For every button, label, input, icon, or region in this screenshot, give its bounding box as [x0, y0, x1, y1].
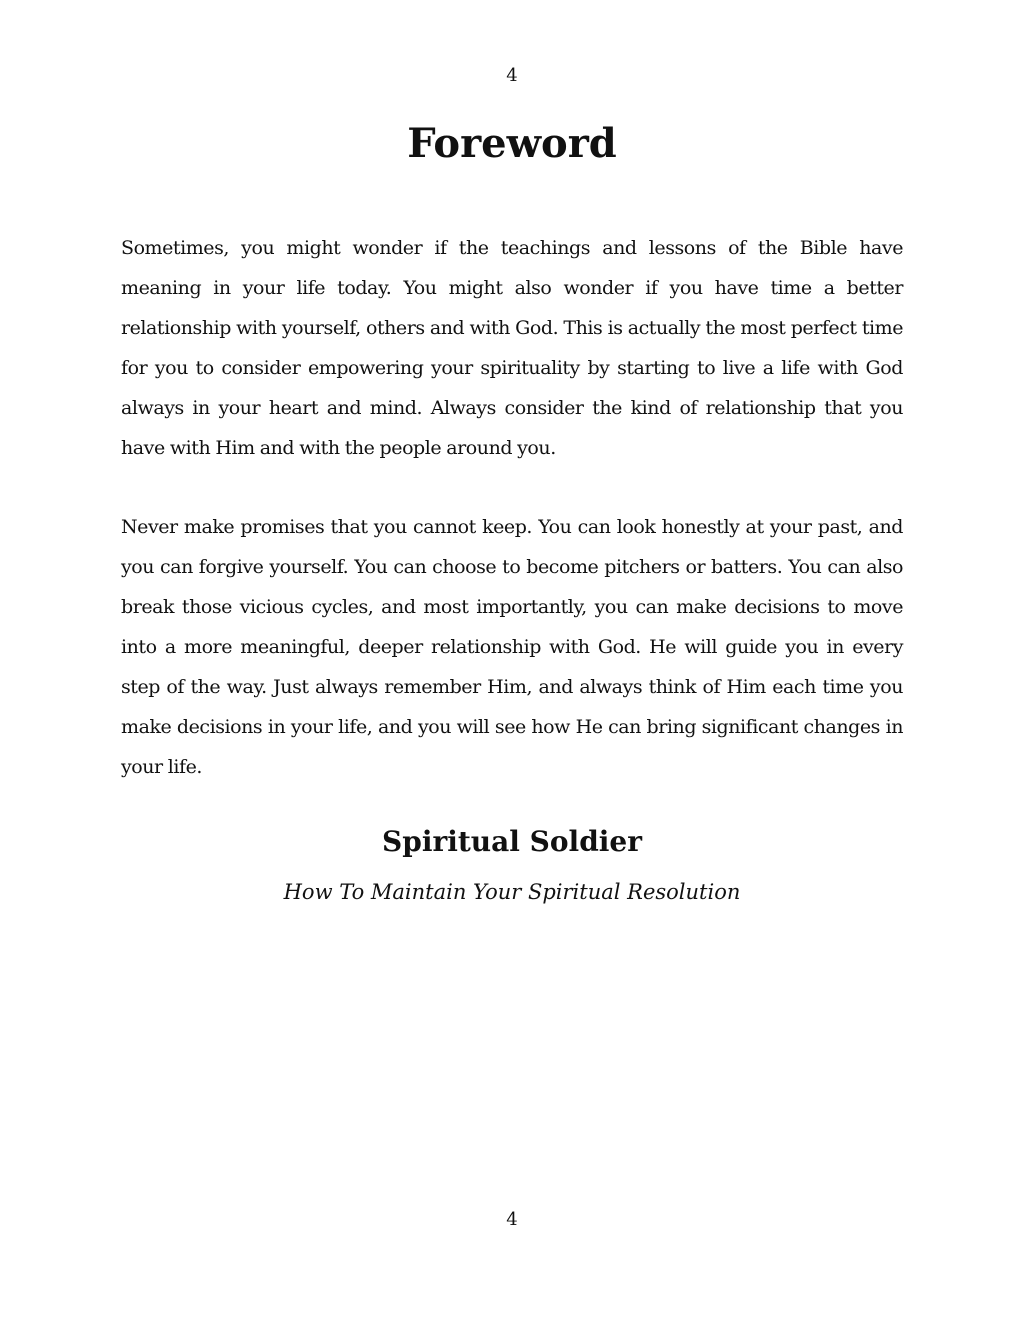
book-title: Spiritual Soldier: [382, 825, 642, 858]
book-subtitle: How To Maintain Your Spiritual Resolution: [283, 880, 741, 904]
paragraph-2: Never make promises that you cannot keep. You can look honestly at your past, and you can forgive yourself. You can choose to become pitchers or batters. You can also break those vicious cycles, and most importantly, you can make decisions to move into a more meaningful, deeper relationship with God. He will guide you in every step of the way. Just always remember Him, and always think of Him each time you make decisions in your life, and you will see how He can bring significant changes in your life.: [121, 516, 903, 778]
page-number-header: 4: [506, 65, 518, 86]
page-title: Foreword: [407, 120, 617, 167]
paragraph-1: Sometimes, you might wonder if the teachings and lessons of the Bible have meaning in your life today. You might also wonder if you have time a better relationship with yourself, others and with God. This is actually the most perfect time for you to consider empowering your spirituality by starting to live a life with God always in your heart and mind. Always consider the kind of relationship that you have with Him and with the people around you.: [121, 237, 903, 459]
page-number-footer: 4: [506, 1209, 518, 1230]
